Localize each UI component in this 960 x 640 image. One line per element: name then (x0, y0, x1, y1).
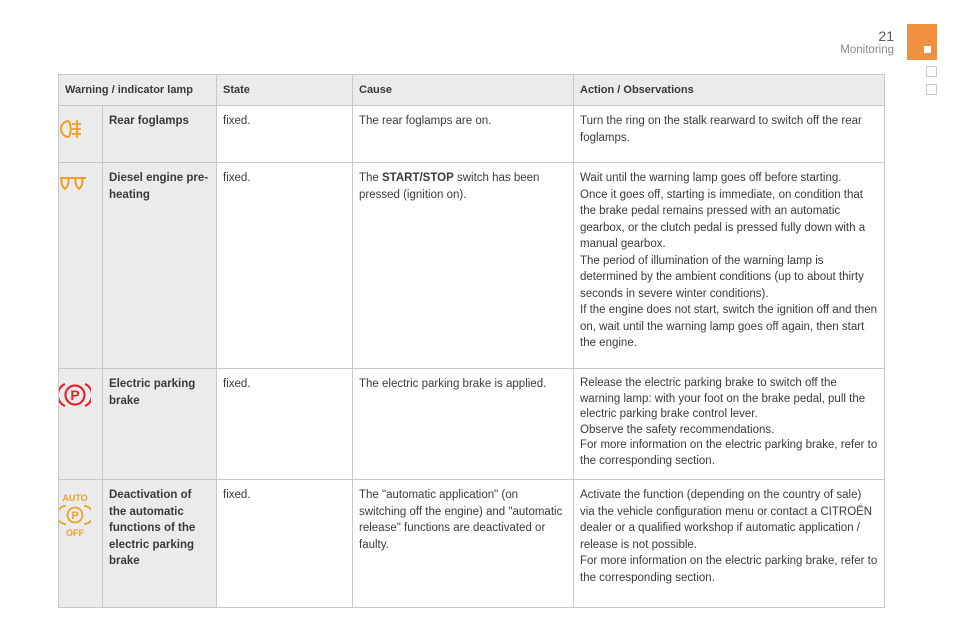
auto-label: AUTO (62, 493, 88, 503)
section-tab-active[interactable] (907, 24, 937, 60)
action-line: Observe the safety recommendations. (580, 423, 775, 436)
state-cell: fixed. (217, 163, 353, 369)
action-cell (574, 106, 885, 163)
diesel-preheating-icon (59, 175, 87, 199)
table-header-row (59, 75, 885, 106)
action-line: Turn the ring on the stalk rearward to switch off the rear foglamps. (580, 115, 862, 144)
state-cell: fixed. (217, 480, 353, 608)
tab-marker (924, 46, 931, 53)
lamp-name: Deactivation of the automatic functions of the electric parking brake (103, 480, 217, 608)
lamp-name: Electric parking brake (103, 369, 217, 480)
start-stop-label: START/STOP (382, 172, 454, 184)
table-row (59, 106, 885, 163)
auto-off-parking-brake-icon (59, 492, 91, 544)
table-row (59, 369, 885, 480)
action-line: The period of illumination of the warning lamp is determined by the ambient conditions (up to about thirty seconds in severe winter conditions). (580, 254, 864, 300)
lamp-name: Diesel engine pre-heating (103, 163, 217, 369)
section-tab[interactable] (926, 84, 937, 95)
action-cell (574, 369, 885, 480)
header-lamp: Warning / indicator lamp (59, 75, 217, 106)
action-line: Wait until the warning lamp goes off before starting. (580, 172, 842, 184)
cause-cell: The "automatic application" (on switching off the engine) and "automatic release" functions are deactivated or faulty. (353, 480, 574, 608)
header-cause: Cause (353, 75, 574, 106)
warning-lamp-table (58, 74, 885, 608)
action-line: For more information on the electric parking brake, refer to the corresponding section. (580, 555, 878, 584)
parking-brake-icon (59, 381, 91, 415)
svg-text:P: P (71, 510, 79, 522)
action-line: Once it goes off, starting is immediate, on condition that the brake pedal remains pressed with an automatic gearbox, or the clutch pedal is pressed fully down with a manual gearbox. (580, 188, 866, 250)
table-row (59, 163, 885, 369)
table-row (59, 480, 885, 608)
icon-cell (59, 369, 103, 480)
header-action: Action / Observations (574, 75, 885, 106)
off-label: OFF (66, 528, 84, 538)
section-title: Monitoring (840, 44, 894, 56)
icon-cell (59, 106, 103, 163)
action-line: Activate the function (depending on the country of sale) via the vehicle configuration menu or contact a CITROËN dealer or a qualified workshop if automatic application / release is not possible. (580, 489, 873, 551)
cause-cell: The electric parking brake is applied. (353, 369, 574, 480)
action-cell (574, 480, 885, 608)
action-cell (574, 163, 885, 369)
header-state: State (217, 75, 353, 106)
page-number: 21 (878, 28, 894, 44)
action-line: For more information on the electric parking brake, refer to the corresponding section. (580, 439, 878, 467)
icon-cell (59, 480, 103, 608)
cause-text: switch has been pressed (ignition on). (359, 172, 540, 201)
icon-cell (59, 163, 103, 369)
rear-foglamp-icon (59, 118, 85, 146)
state-cell: fixed. (217, 106, 353, 163)
cause-text: The (359, 172, 383, 184)
action-line: Release the electric parking brake to switch off the warning lamp: with your foot on the brake pedal, pull the electric parking brake control lever. (580, 377, 866, 420)
section-tab[interactable] (926, 66, 937, 77)
state-cell: fixed. (217, 369, 353, 480)
lamp-name: Rear foglamps (103, 106, 217, 163)
cause-cell: The rear foglamps are on. (353, 106, 574, 163)
svg-text:P: P (70, 387, 80, 403)
cause-cell (353, 163, 574, 369)
action-line: If the engine does not start, switch the ignition off and then on, wait until the warning lamp goes off again, then start the engine. (580, 304, 878, 349)
